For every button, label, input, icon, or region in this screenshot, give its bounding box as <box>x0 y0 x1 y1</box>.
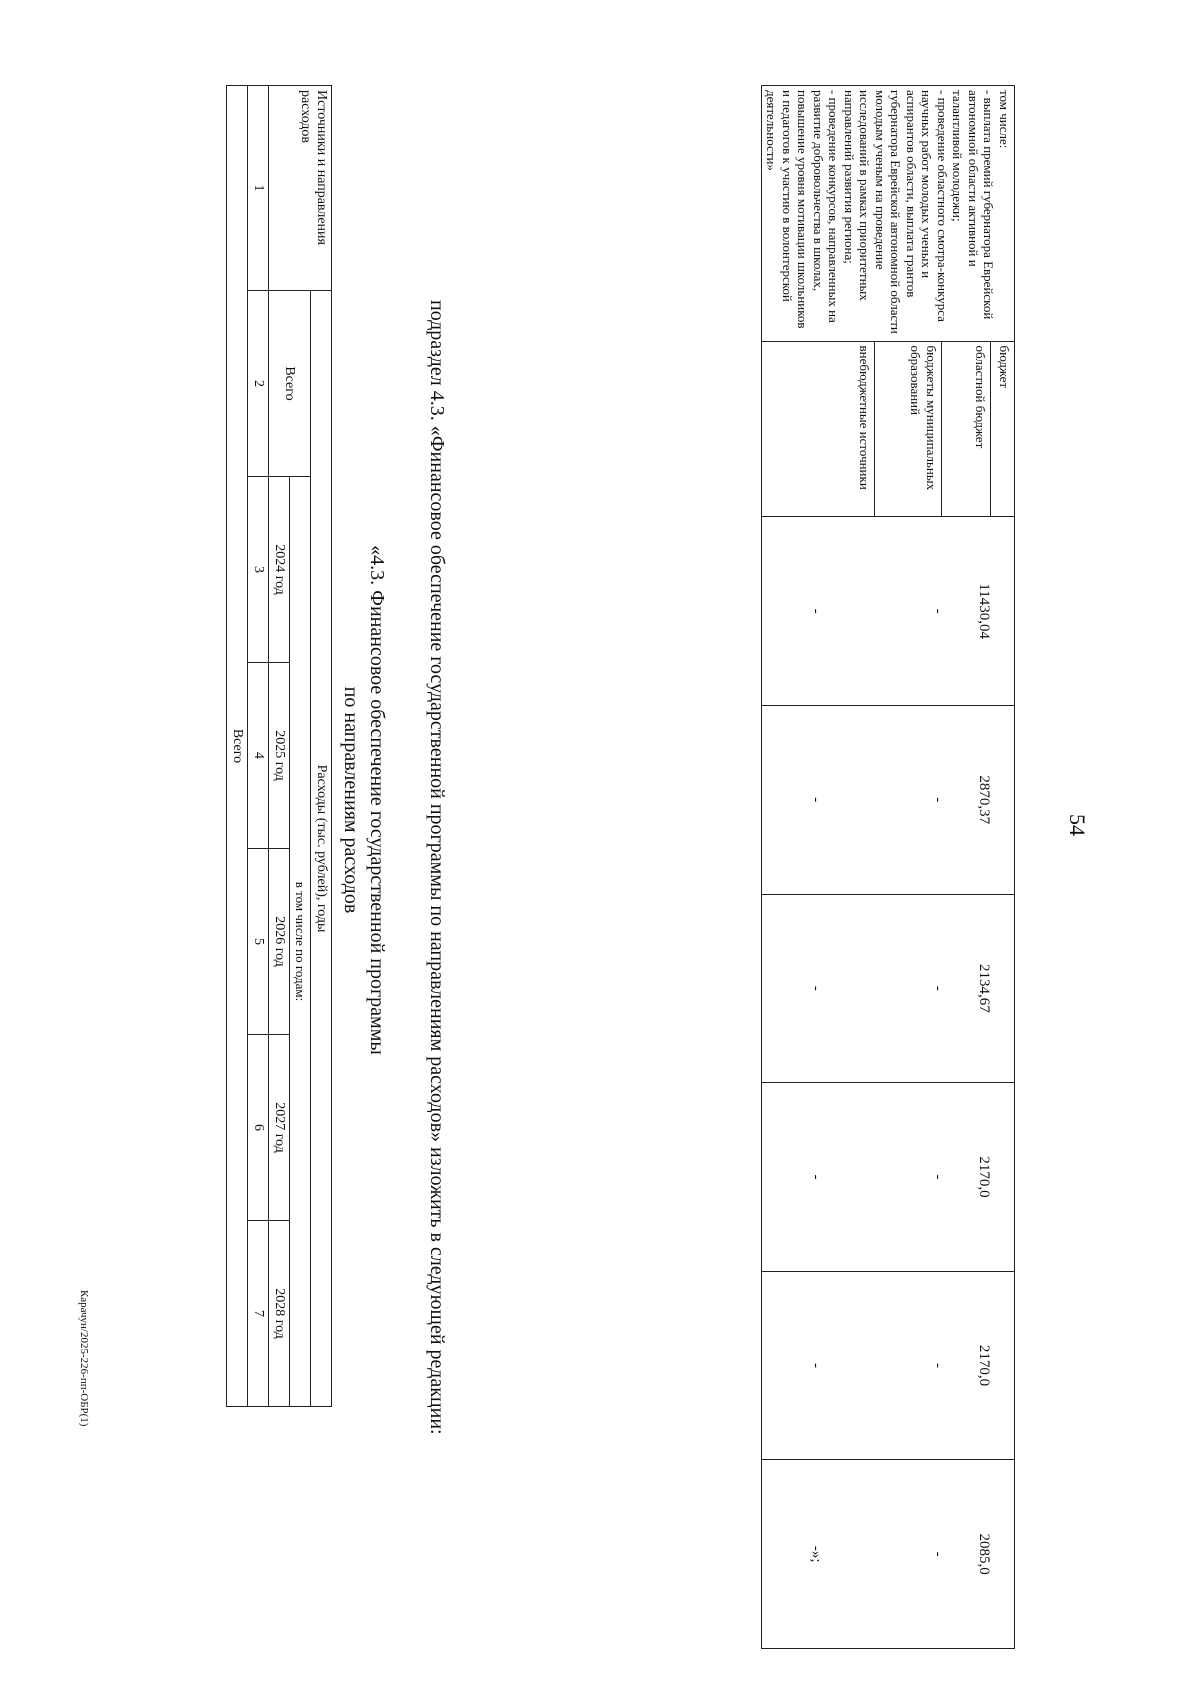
total-row-label: Всего <box>227 86 248 1407</box>
value-cell: - <box>930 1551 946 1557</box>
value-cell <box>823 710 881 890</box>
value-cell: - <box>808 985 824 991</box>
value-cell: 2134,67 <box>976 963 992 1013</box>
column-number-row <box>248 86 269 1407</box>
value-cell <box>823 1276 881 1456</box>
value-cell: 2870,37 <box>976 775 992 825</box>
value-cell <box>823 521 881 701</box>
col-number: 2 <box>248 291 269 477</box>
value-cell <box>991 521 1012 701</box>
header-year-2024: 2024 год <box>269 477 290 663</box>
source-municipal-budget: бюджеты муниципальных образований <box>874 342 941 517</box>
value-cell <box>991 710 1012 890</box>
value-cell <box>991 1087 1012 1267</box>
value-cell <box>991 899 1012 1079</box>
value-cell: 11430,04 <box>976 583 992 639</box>
value-cell: - <box>808 1174 824 1180</box>
header-total: Всего <box>269 291 311 477</box>
page-number: 54 <box>1065 814 1090 836</box>
value-cell <box>823 1464 881 1644</box>
col-number: 7 <box>248 1221 269 1407</box>
value-cell: - <box>930 797 946 803</box>
amendment-paragraph: подраздел 4.3. «Финансовое обеспечение государственной программы по направлениям расходов» изложить в следующей редакции: <box>426 300 448 1435</box>
value-cell: -»; <box>808 1545 824 1563</box>
header-sources: Источники и направления расходов <box>269 86 332 291</box>
funding-table-continuation <box>761 85 1015 1649</box>
total-row <box>227 86 248 1407</box>
funding-col-2 <box>762 705 1015 894</box>
header-expenses: Расходы (тыс. рублей), годы <box>311 291 332 1407</box>
col-number: 1 <box>248 86 269 291</box>
file-code: Карачун/2025-226-пп-ОБР(1) <box>78 1290 90 1427</box>
value-cell: - <box>930 1174 946 1180</box>
funding-row <box>762 86 1015 1649</box>
value-cell <box>991 1276 1012 1456</box>
funding-description: том числе: - выплата премий губернатора Еврейской автономной области активной и талантливой молодежи; - проведение областного смотра-конкурса научных работ молодых ученых и аспирантов области, выплата грантов губернатора Еврейской автономной области молодым ученым на проведение исследований в рамках приоритетных направлений развития региона; - проведение конкурсов, направленных на развитие добровольчества в школах, повышение уровня мотивации школьников и педагогов к участию в волонтерской деятельности» <box>762 86 1015 342</box>
value-cell: - <box>808 1363 824 1369</box>
value-cell <box>823 899 881 1079</box>
col-number: 6 <box>248 1035 269 1221</box>
funding-sources-cell <box>762 341 1015 517</box>
funding-col-5 <box>762 1271 1015 1460</box>
value-cell <box>991 1464 1012 1644</box>
value-cell: 2085,0 <box>976 1533 992 1575</box>
value-cell: - <box>930 608 946 614</box>
funding-col-6 <box>762 1460 1015 1649</box>
source-regional-budget: областной бюджет <box>941 342 990 517</box>
funding-by-direction-table <box>226 85 332 1407</box>
col-number: 5 <box>248 849 269 1035</box>
value-cell: - <box>930 985 946 991</box>
value-cell: 2170,0 <box>976 1344 992 1387</box>
value-cell: - <box>808 797 824 803</box>
funding-col-1 <box>762 517 1015 706</box>
value-cell: - <box>930 1363 946 1369</box>
section-title: «4.3. Финансовое обеспечение государственной программы <box>366 545 388 1055</box>
source-extrabudgetary: внебюджетные источники <box>857 345 872 490</box>
col-number: 3 <box>248 477 269 663</box>
header-row-1 <box>311 86 332 1407</box>
col-number: 4 <box>248 663 269 849</box>
header-year-2028: 2028 год <box>269 1221 290 1407</box>
value-cell <box>823 1087 881 1267</box>
section-subtitle: по направлениям расходов <box>340 686 362 914</box>
header-year-2025: 2025 год <box>269 663 290 849</box>
funding-col-3 <box>762 894 1015 1083</box>
value-cell: 2170,0 <box>976 1156 992 1198</box>
header-by-years: в том числе по годам: <box>290 477 311 1407</box>
value-cell: - <box>808 608 824 614</box>
source-budget: бюджет <box>990 342 1014 517</box>
header-year-2026: 2026 год <box>269 849 290 1035</box>
header-year-2027: 2027 год <box>269 1035 290 1221</box>
funding-col-4 <box>762 1083 1015 1272</box>
